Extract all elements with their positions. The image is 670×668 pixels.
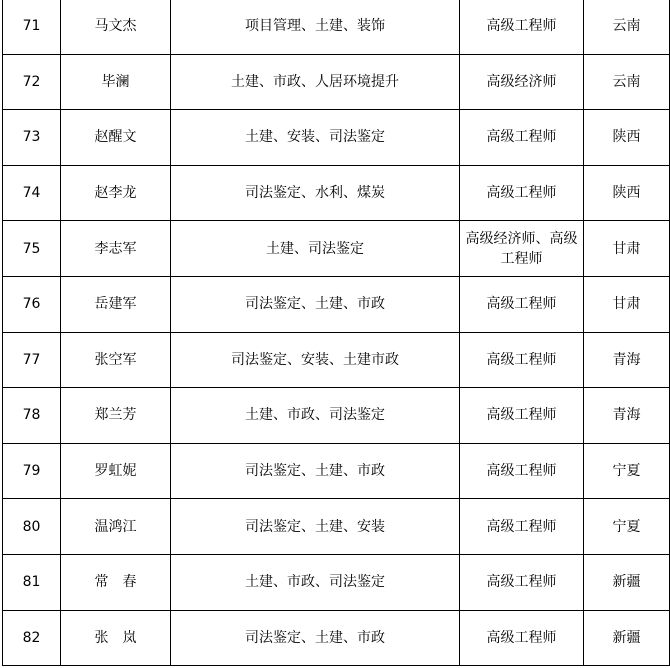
row-number: 81 [3,554,61,610]
specialty: 土建、市政、司法鉴定 [171,388,460,444]
professional-title: 高级工程师 [460,110,584,166]
table-row [3,165,670,221]
province: 陕西 [584,110,670,166]
expert-table-body [3,0,670,666]
row-number: 74 [3,165,61,221]
province: 宁夏 [584,499,670,555]
row-number: 77 [3,332,61,388]
table-row [3,332,670,388]
professional-title: 高级工程师 [460,388,584,444]
specialty: 司法鉴定、土建、安装 [171,499,460,555]
specialty: 土建、司法鉴定 [171,221,460,277]
expert-name: 岳建军 [61,276,171,332]
table-row [3,610,670,666]
expert-name: 张空军 [61,332,171,388]
province: 甘肃 [584,276,670,332]
table-row [3,388,670,444]
specialty: 司法鉴定、土建、市政 [171,276,460,332]
province: 云南 [584,0,670,54]
row-number: 80 [3,499,61,555]
expert-name: 罗虹妮 [61,443,171,499]
table-row [3,110,670,166]
table-row [3,499,670,555]
expert-name: 赵李龙 [61,165,171,221]
specialty: 项目管理、土建、装饰 [171,0,460,54]
specialty: 司法鉴定、土建、市政 [171,610,460,666]
province: 宁夏 [584,443,670,499]
table-row [3,0,670,54]
province: 陕西 [584,165,670,221]
table-row [3,276,670,332]
province: 甘肃 [584,221,670,277]
expert-table [2,0,670,666]
row-number: 79 [3,443,61,499]
expert-name: 赵醒文 [61,110,171,166]
professional-title: 高级工程师 [460,165,584,221]
province: 新疆 [584,554,670,610]
row-number: 75 [3,221,61,277]
row-number: 73 [3,110,61,166]
expert-name: 李志军 [61,221,171,277]
professional-title: 高级工程师 [460,610,584,666]
province: 青海 [584,388,670,444]
table-row [3,443,670,499]
expert-name: 郑兰芳 [61,388,171,444]
table-row [3,221,670,277]
specialty: 土建、市政、人居环境提升 [171,54,460,110]
province: 青海 [584,332,670,388]
expert-name: 张 岚 [61,610,171,666]
province: 云南 [584,54,670,110]
specialty: 土建、安装、司法鉴定 [171,110,460,166]
professional-title: 高级工程师 [460,554,584,610]
professional-title: 高级工程师 [460,0,584,54]
specialty: 司法鉴定、安装、土建市政 [171,332,460,388]
professional-title: 高级工程师 [460,332,584,388]
specialty: 土建、市政、司法鉴定 [171,554,460,610]
row-number: 72 [3,54,61,110]
row-number: 71 [3,0,61,54]
professional-title: 高级工程师 [460,276,584,332]
professional-title: 高级工程师 [460,499,584,555]
professional-title: 高级工程师 [460,443,584,499]
expert-name: 毕澜 [61,54,171,110]
row-number: 82 [3,610,61,666]
table-row [3,554,670,610]
province: 新疆 [584,610,670,666]
table-row [3,54,670,110]
row-number: 76 [3,276,61,332]
row-number: 78 [3,388,61,444]
professional-title: 高级经济师、高级工程师 [460,221,584,277]
specialty: 司法鉴定、土建、市政 [171,443,460,499]
expert-name: 温鸿江 [61,499,171,555]
expert-name: 常 春 [61,554,171,610]
specialty: 司法鉴定、水利、煤炭 [171,165,460,221]
expert-name: 马文杰 [61,0,171,54]
professional-title: 高级经济师 [460,54,584,110]
